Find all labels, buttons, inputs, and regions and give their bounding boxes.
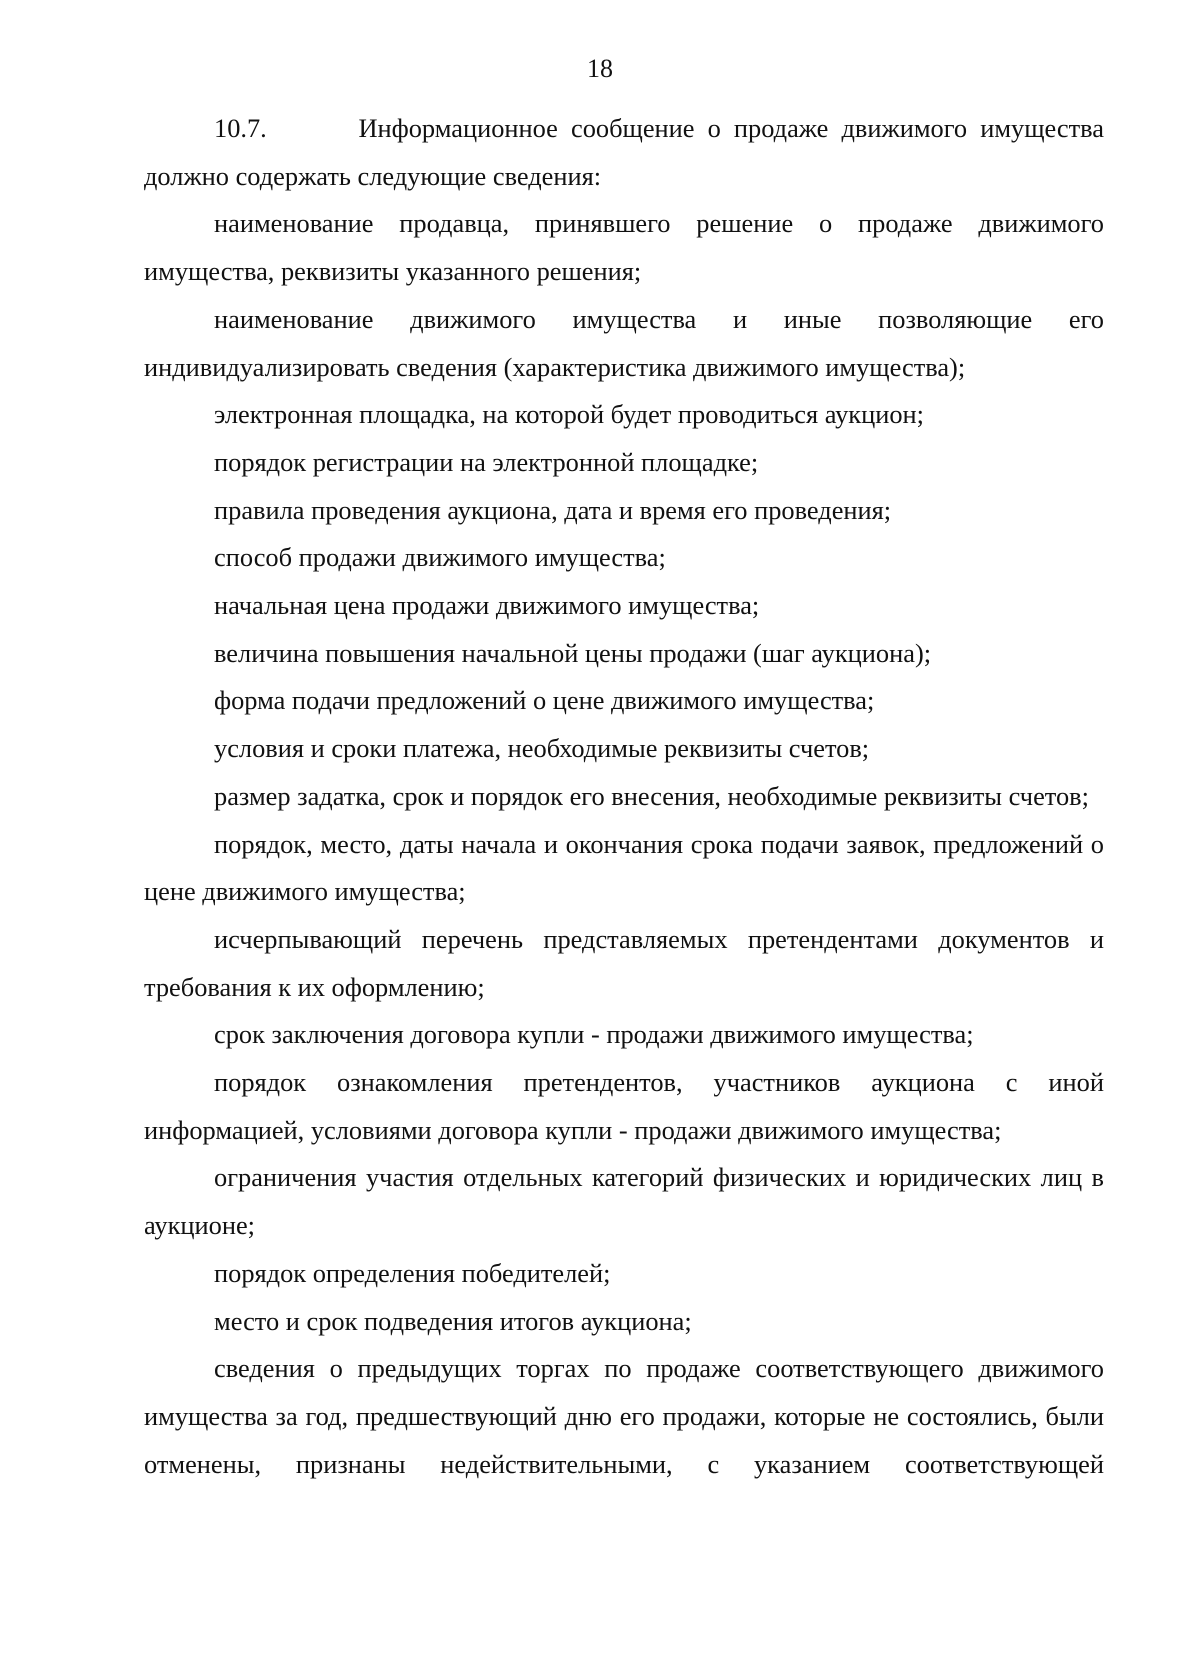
list-item-seller-name: наименование продавца, принявшего решение о продаже движимого имущества, реквизиты указанного решения; [144,208,1104,287]
list-item-starting-price: начальная цена продажи движимого имущества; [214,590,760,621]
list-item-winner-determination: порядок определения победителей; [214,1257,611,1288]
paragraph-10-7-intro: 10.7. Информационное сообщение о продаже движимого имущества должно содержать следующие сведения: [144,113,1104,191]
list-item-registration-procedure: порядок регистрации на электронной площадке; [214,446,759,477]
list-item-familiarization-procedure: порядок ознакомления претендентов, участников аукциона с иной информацией, условиями договора купли - продажи движимого имущества; [144,1067,1104,1145]
list-item-auction-rules: правила проведения аукциона, дата и время его проведения; [214,494,892,525]
list-item-payment-terms: условия и сроки платежа, необходимые реквизиты счетов; [214,733,870,764]
list-item-application-deadlines: порядок, место, даты начала и окончания срока подачи заявок, предложений о цене движимого имущества; [144,828,1104,907]
list-item-auction-step: величина повышения начальной цены продажи (шаг аукциона); [214,637,932,668]
list-item-document-list: исчерпывающий перечень представляемых претендентами документов и требования к их оформлению; [144,923,1104,1002]
list-item-results-summary: место и срок подведения итогов аукциона; [214,1305,692,1336]
list-item-sale-method: способ продажи движимого имущества; [214,542,666,573]
page-number: 18 [587,54,613,83]
list-item-deposit: размер задатка, срок и порядок его внесения, необходимые реквизиты счетов; [214,780,1089,811]
list-item-contract-term: срок заключения договора купли - продажи движимого имущества; [214,1019,974,1050]
list-item-property-name: наименование движимого имущества и иные позволяющие его индивидуализировать сведения (характеристика движимого имущества); [144,303,1104,382]
list-item-participation-restrictions: ограничения участия отдельных категорий физических и юридических лиц в аукционе; [144,1162,1104,1241]
list-item-previous-auctions: сведения о предыдущих торгах по продаже соответствующего движимого имущества за год, предшествующий дню его продажи, которые не состоялись, были отменены, признаны недействительными, с указанием соответствующей [144,1353,1104,1479]
document-body [144,105,1104,1488]
list-item-bid-form: форма подачи предложений о цене движимого имущества; [214,685,875,716]
list-item-electronic-platform: электронная площадка, на которой будет проводиться аукцион; [214,399,924,430]
